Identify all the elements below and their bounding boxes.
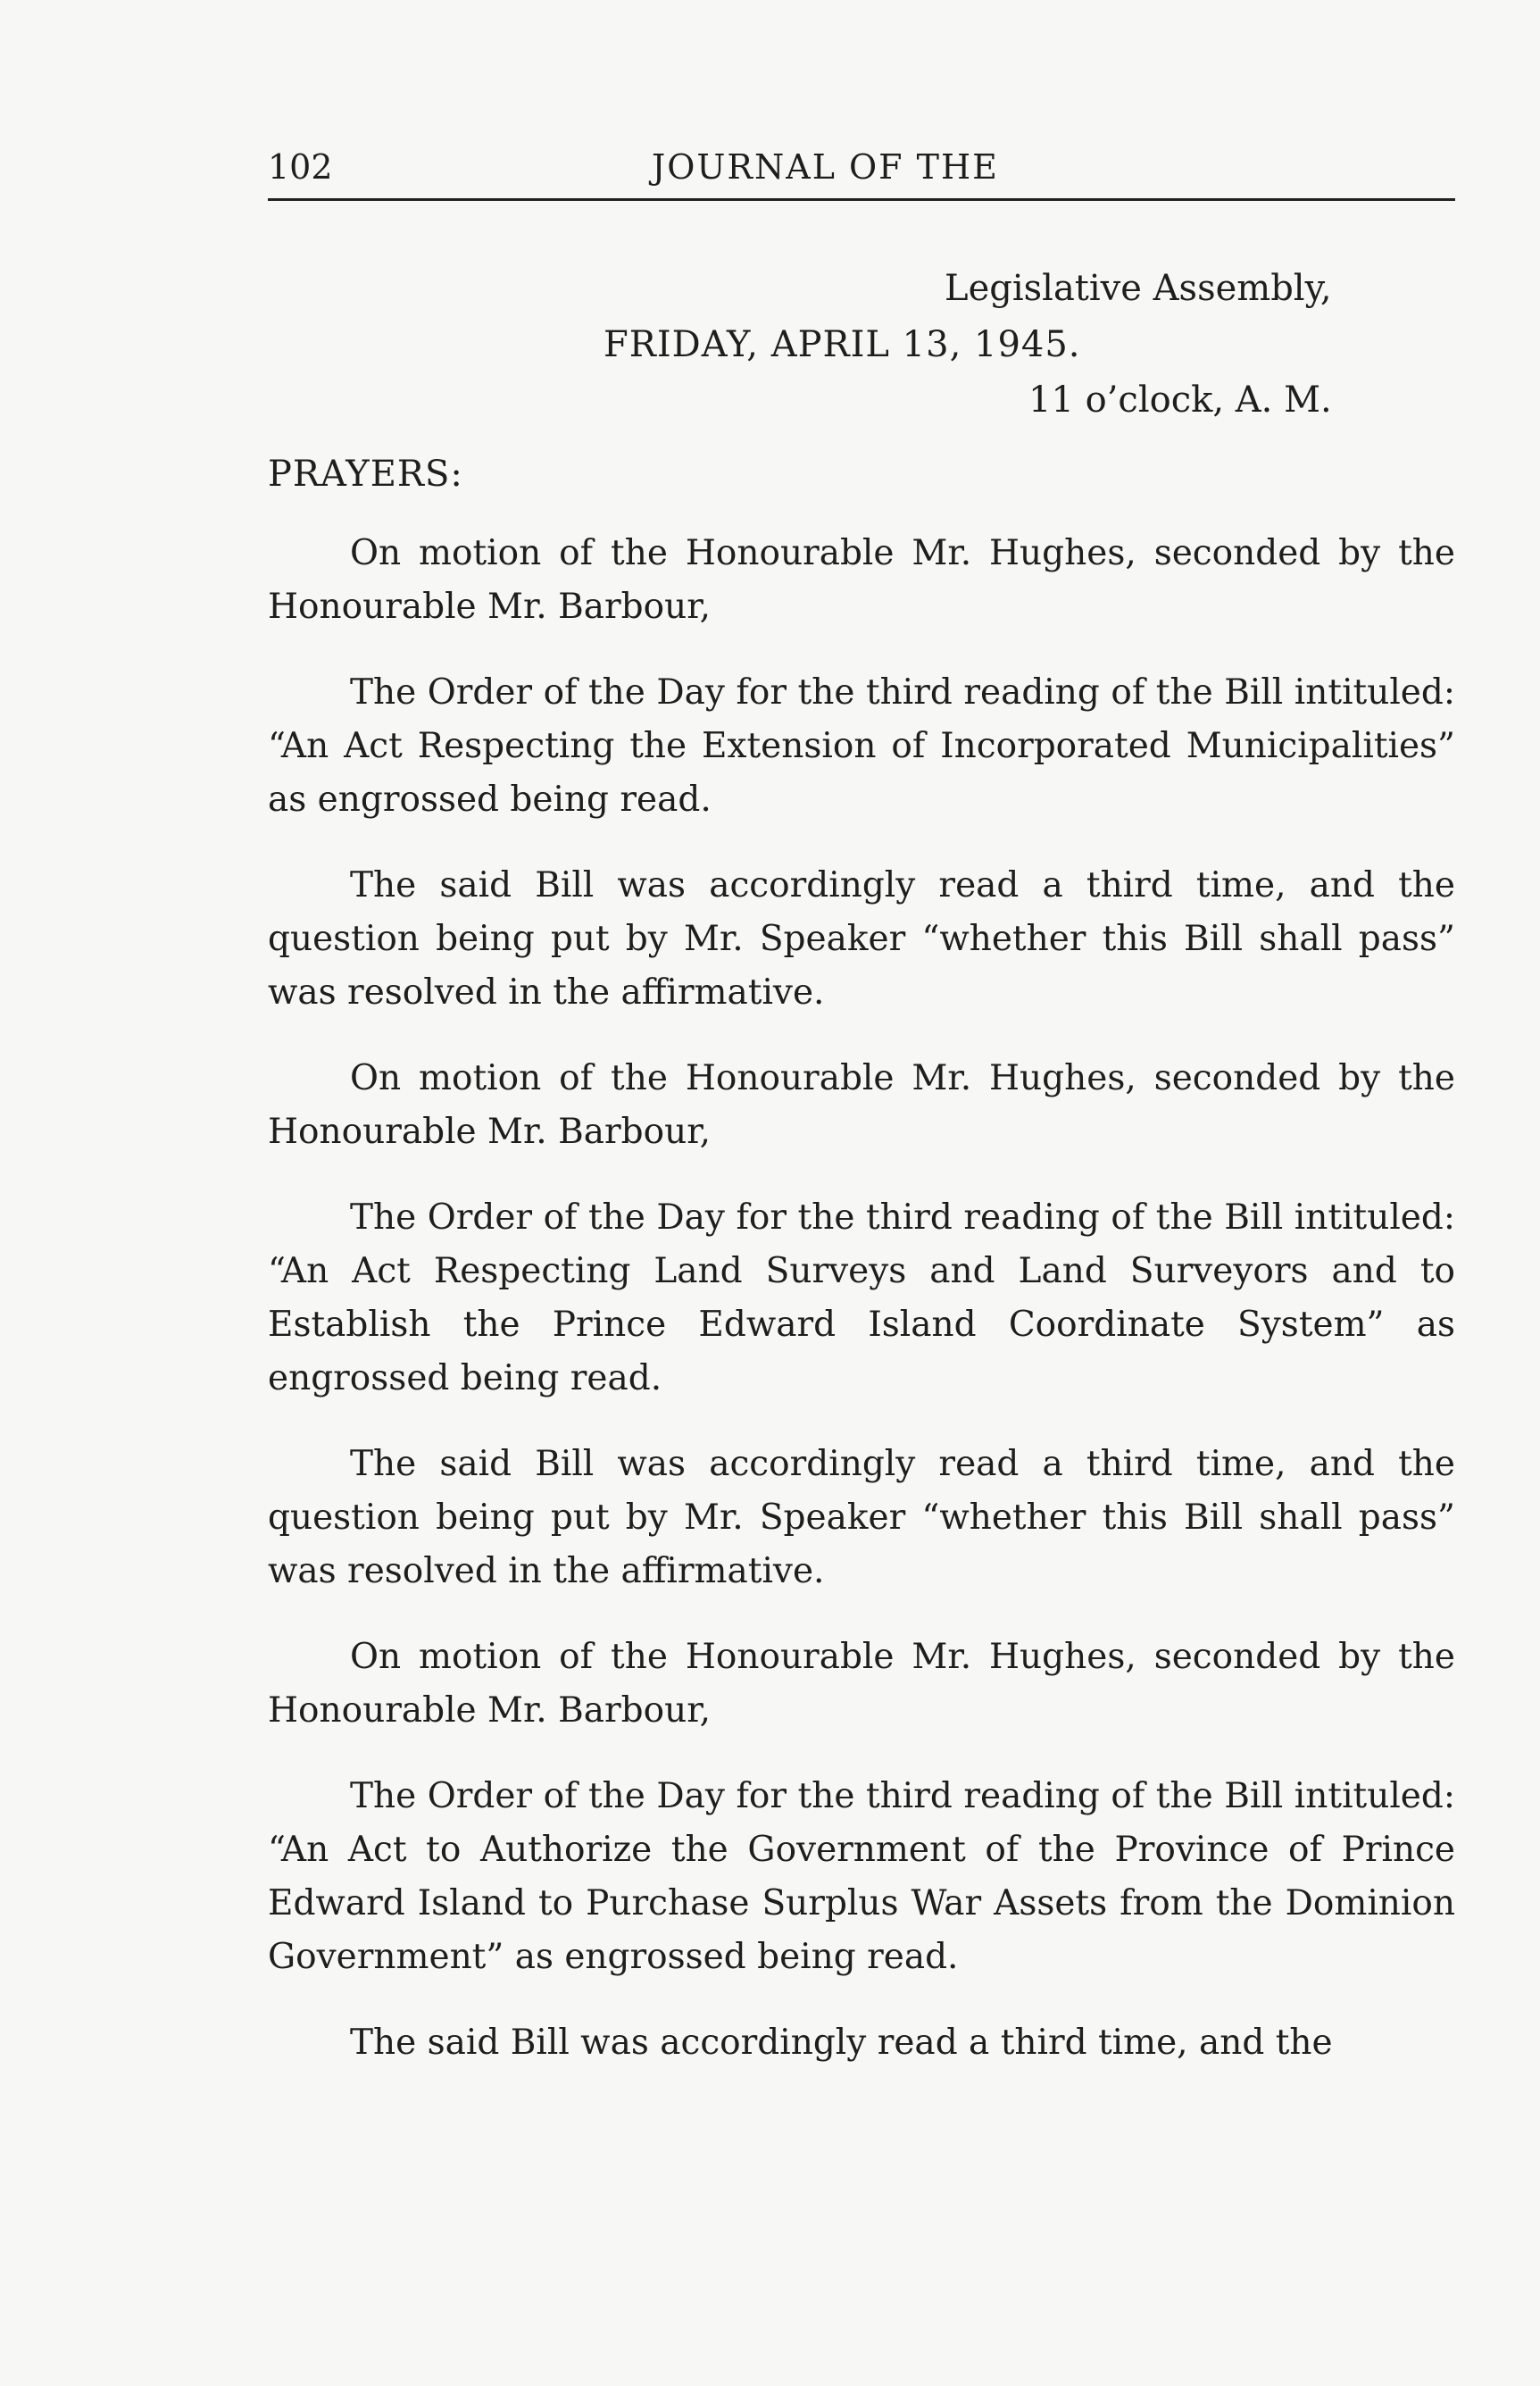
paragraph-result-3: The said Bill was accordingly read a third time, and the bbox=[350, 2023, 1333, 2063]
page-number: 102 bbox=[268, 147, 333, 187]
paragraph-motion-3: On motion of the Honourable Mr. Hughes, seconded by the Honourable Mr. Barbour, bbox=[268, 1637, 1455, 1731]
header-rule bbox=[268, 198, 1455, 201]
paragraph-order-3: The Order of the Day for the third reading of the Bill intituled: “An Act to Authorize the Government of the Province of Prince Edward Island to Purchase Surplus War Assets from the Dominion Government” as engrossed being read. bbox=[268, 1776, 1455, 1977]
journal-body bbox=[268, 527, 1455, 2102]
paragraph-order-1: The Order of the Day for the third reading of the Bill intituled: “An Act Respecting the Extension of Incorporated Municipalities” as engrossed being read. bbox=[268, 672, 1455, 820]
dateline-date: FRIDAY, APRIL 13, 1945. bbox=[604, 324, 1081, 365]
paragraph-order-2: The Order of the Day for the third reading of the Bill intituled: “An Act Respecting Land Surveys and Land Surveyors and to Establish the Prince Edward Island Coordinate System” as engrossed being read. bbox=[268, 1197, 1455, 1398]
dateline-time: 11 o’clock, A. M. bbox=[1028, 380, 1332, 421]
paragraph-motion-2: On motion of the Honourable Mr. Hughes, seconded by the Honourable Mr. Barbour, bbox=[268, 1058, 1455, 1152]
paragraph-motion-1: On motion of the Honourable Mr. Hughes, seconded by the Honourable Mr. Barbour, bbox=[268, 533, 1455, 627]
dateline-assembly: Legislative Assembly, bbox=[945, 268, 1332, 309]
paragraph-result-2: The said Bill was accordingly read a third time, and the question being put by Mr. Speaker “whether this Bill shall pass” was resolved in the affirmative. bbox=[268, 1444, 1455, 1591]
page-header bbox=[268, 147, 1455, 201]
paragraph-result-1: The said Bill was accordingly read a third time, and the question being put by Mr. Speaker “whether this Bill shall pass” was resolved in the affirmative. bbox=[268, 865, 1455, 1013]
running-head: JOURNAL OF THE bbox=[652, 147, 999, 187]
prayers-heading: PRAYERS: bbox=[268, 454, 463, 495]
